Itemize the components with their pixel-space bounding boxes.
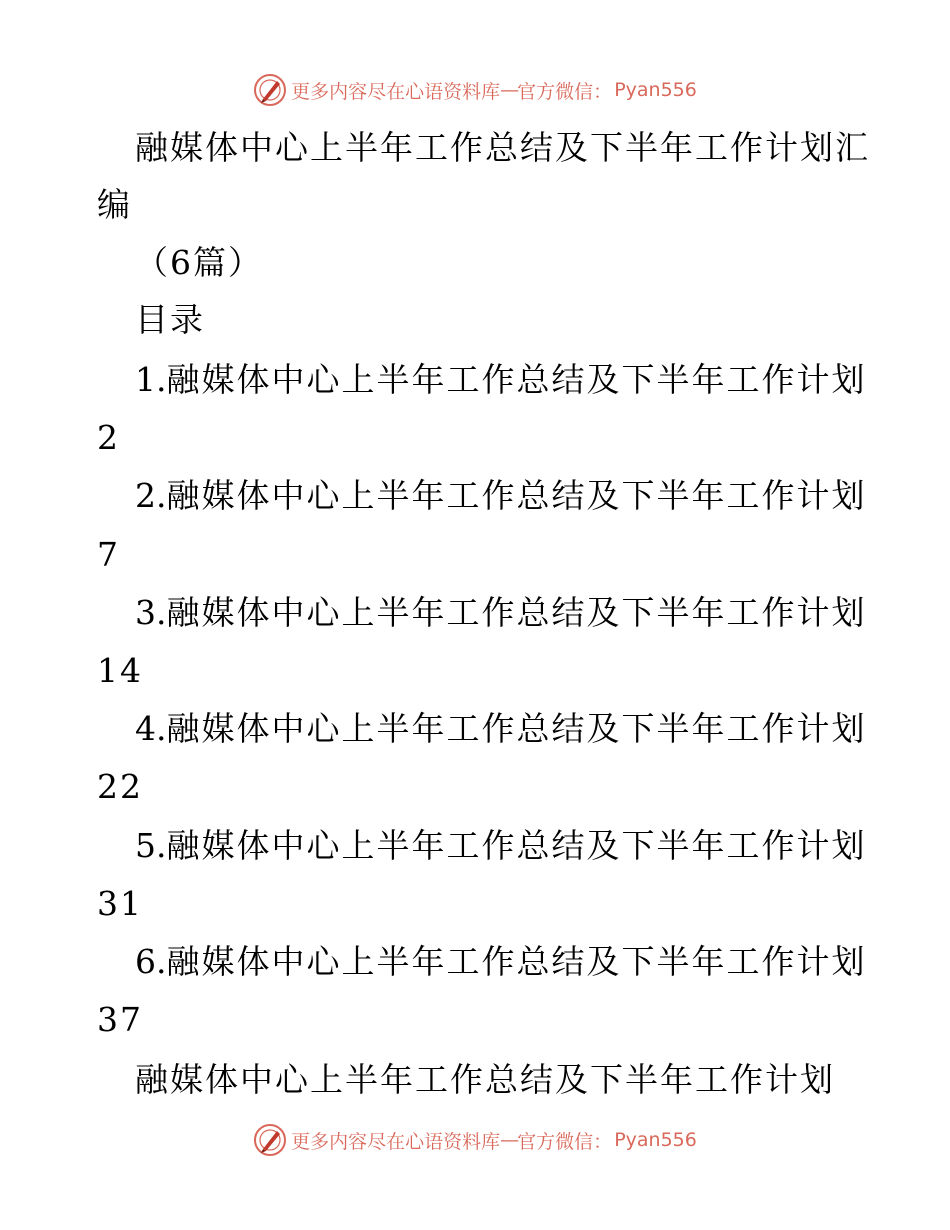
toc-entry-6[interactable] [135,942,867,982]
document-title-line1: 融媒体中心上半年工作总结及下半年工作计划汇 [135,128,870,167]
toc-entry-title: 融媒体中心上半年工作总结及下半年工作计划 [166,593,867,632]
toc-entry-2[interactable] [135,476,867,516]
pen-logo-icon [253,1123,287,1157]
banner-separator: — [500,79,518,101]
toc-heading: 目录 [135,300,205,339]
banner-text: 更多内容尽在心语资料库 [291,1130,501,1153]
toc-entry-number: 2. [135,476,167,515]
banner-wechat-label: 官方微信： [517,1130,613,1153]
pen-logo-icon [253,73,287,107]
toc-entry-number: 3. [135,593,167,632]
toc-entry-4[interactable] [135,709,867,749]
toc-entry-number: 5. [135,826,167,865]
toc-entry-number: 6. [135,942,167,981]
footer-banner [0,1120,950,1160]
toc-entry-page: 37 [97,1000,143,1039]
document-title-line2: 编 [97,185,132,224]
banner-wechat-id: Pyan556 [614,79,697,101]
banner-wechat-label: 官方微信： [517,80,613,103]
header-banner [0,70,950,110]
banner-separator: — [500,1129,518,1151]
section-heading: 融媒体中心上半年工作总结及下半年工作计划 [135,1060,835,1099]
toc-entry-title: 融媒体中心上半年工作总结及下半年工作计划 [166,942,867,981]
toc-entry-title: 融媒体中心上半年工作总结及下半年工作计划 [166,709,867,748]
toc-entry-page: 31 [97,884,143,923]
toc-entry-title: 融媒体中心上半年工作总结及下半年工作计划 [166,476,867,515]
document-count: （6篇） [135,243,263,282]
toc-entry-number: 1. [135,360,167,399]
banner-wechat-id: Pyan556 [614,1129,697,1151]
toc-entry-page: 14 [97,651,143,690]
toc-entry-3[interactable] [135,593,867,633]
banner-text: 更多内容尽在心语资料库 [291,80,501,103]
toc-entry-1[interactable] [135,360,867,400]
toc-entry-page: 22 [97,767,143,806]
toc-entry-title: 融媒体中心上半年工作总结及下半年工作计划 [166,360,867,399]
toc-entry-number: 4. [135,709,167,748]
toc-entry-title: 融媒体中心上半年工作总结及下半年工作计划 [166,826,867,865]
toc-entry-5[interactable] [135,826,867,866]
toc-entry-page: 2 [97,418,120,457]
toc-entry-page: 7 [97,535,120,574]
